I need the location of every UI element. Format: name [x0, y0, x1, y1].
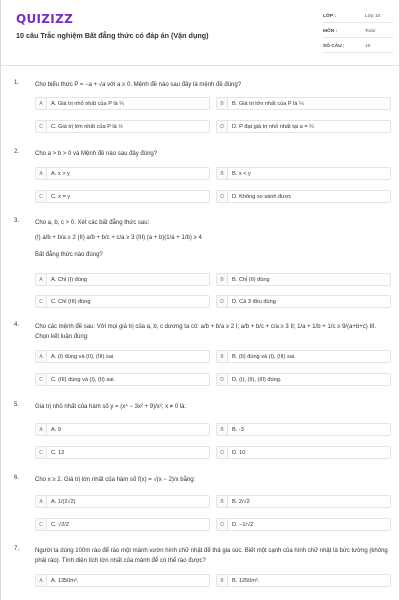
option-letter: C [36, 447, 47, 458]
option-a[interactable] [35, 574, 210, 587]
option-c[interactable] [35, 446, 210, 459]
meta-class [323, 14, 393, 23]
option-text: C. (III) đúng và (I), (II) sai. [51, 376, 116, 383]
option-letter: B [217, 98, 228, 109]
option-letter: C [36, 121, 47, 132]
option-letter: D [217, 519, 228, 530]
option-letter: B [217, 274, 228, 285]
question-text: Cho a > b > 0 và Mệnh đề nào sau đây đúng? [35, 151, 158, 157]
option-letter: A [36, 351, 47, 362]
option-text: D. P đạt giá trị nhỏ nhất tại a = ¼ [232, 123, 314, 130]
option-a[interactable] [35, 495, 210, 508]
option-letter: C [36, 296, 47, 307]
option-letter: B [217, 351, 228, 362]
option-text: A. (I) đúng và (II), (III) sai. [51, 353, 115, 360]
option-text: C. x = y [51, 193, 71, 200]
worksheet-title: 10 câu Trắc nghiệm Bất đẳng thức có đáp án (Vận dụng) [16, 31, 209, 40]
option-letter: C [36, 191, 47, 202]
option-b[interactable] [216, 423, 391, 436]
question-number: 3. [14, 218, 20, 224]
option-letter: D [217, 447, 228, 458]
meta-subject-value: Toán [365, 29, 376, 34]
question-number: 5. [14, 402, 20, 408]
option-text: A. 9 [51, 426, 61, 433]
option-letter: D [217, 121, 228, 132]
option-letter: A [36, 424, 47, 435]
question-text: Người ta dùng 100m rào để rào một mảnh vườn hình chữ nhật để thả gia súc. Biết một cạnh của hình chữ nhật là bức tường (không phải rào). Tính diện tích lớn nhất của mảnh để có thể rào được? [35, 548, 388, 564]
option-letter: B [217, 424, 228, 435]
option-text: B. Chỉ (II) đúng [232, 276, 270, 283]
question-number: 1. [14, 80, 20, 86]
option-text: D. (I), (II), (III) đúng. [232, 376, 282, 383]
option-a[interactable] [35, 273, 210, 286]
option-b[interactable] [216, 574, 391, 587]
option-d[interactable] [216, 295, 391, 308]
option-text: A. 1350m². [51, 577, 79, 584]
option-text: B. 2/√2 [232, 498, 250, 505]
question-text: Giá trị nhỏ nhất của hàm số y = (x⁴ − 3x² + 9)/x²; x ≠ 0 là: [35, 404, 187, 410]
option-text: B. -3 [232, 426, 244, 433]
option-text: B. 1250m². [232, 577, 260, 584]
option-text: D. −1/√2 [232, 521, 254, 528]
option-a[interactable] [35, 423, 210, 436]
quizizz-logo: QUIZIZZ [16, 12, 74, 26]
option-c[interactable] [35, 295, 210, 308]
option-text: C. 12 [51, 449, 65, 456]
question-prompt: Bất đẳng thức nào đúng? [35, 252, 103, 258]
option-d[interactable] [216, 373, 391, 386]
option-d[interactable] [216, 120, 391, 133]
option-text: A. x > y [51, 170, 70, 177]
worksheet-header [1, 0, 399, 66]
question-text: Cho a, b, c > 0. Xét các bất đẳng thức sau: [35, 220, 150, 226]
option-letter: A [36, 274, 47, 285]
question-number: 2. [14, 149, 20, 155]
option-text: D. Cả 3 đều đúng [232, 298, 276, 305]
meta-subject-label: MÔN : [323, 29, 338, 34]
option-b[interactable] [216, 167, 391, 180]
option-letter: C [36, 374, 47, 385]
option-letter: A [36, 496, 47, 507]
meta-class-value: Lớp 10 [365, 14, 381, 19]
option-a[interactable] [35, 350, 210, 363]
option-text: D. Không so sánh được [232, 193, 292, 200]
question-text: Cho các mệnh đề sau: Với mọi giá trị của a, b, c dương ta có: a/b + b/a ≥ 2 I; a/b + b/c + c/a ≥ 3 II; 1/a + 1/b + 1/c ≥ 9/(a+b+c) III. Chọn kết luận đúng: [35, 324, 377, 340]
option-a[interactable] [35, 167, 210, 180]
option-text: C. Giá trị lớn nhất của P là ½ [51, 123, 123, 130]
option-c[interactable] [35, 190, 210, 203]
option-letter: A [36, 575, 47, 586]
option-letter: B [217, 575, 228, 586]
option-letter: D [217, 191, 228, 202]
meta-subject [323, 29, 393, 38]
meta-class-label: LỚP : [323, 14, 337, 19]
option-text: A. Giá trị nhỏ nhất của P là ¼ [51, 100, 124, 107]
option-b[interactable] [216, 350, 391, 363]
option-d[interactable] [216, 446, 391, 459]
option-d[interactable] [216, 518, 391, 531]
meta-question-count-label: SỐ CÂU : [323, 44, 345, 49]
option-letter: C [36, 519, 47, 530]
option-b[interactable] [216, 97, 391, 110]
question-text: Cho x ≥ 2. Giá trị lớn nhất của hàm số f(x) = √(x − 2)/x bằng: [35, 477, 196, 483]
meta-question-count [323, 44, 393, 53]
option-text: B. (II) đúng và (I), (III) sai. [232, 353, 296, 360]
option-text: A. 1/(2√2) [51, 498, 76, 505]
option-letter: B [217, 496, 228, 507]
option-b[interactable] [216, 273, 391, 286]
option-text: C. Chỉ (III) đúng [51, 298, 91, 305]
option-letter: D [217, 296, 228, 307]
option-b[interactable] [216, 495, 391, 508]
option-d[interactable] [216, 190, 391, 203]
option-text: B. Giá trị lớn nhất của P là ¼ [232, 100, 304, 107]
option-text: C. √2/2 [51, 521, 69, 528]
option-c[interactable] [35, 120, 210, 133]
option-letter: D [217, 374, 228, 385]
option-text: D. 10 [232, 449, 246, 456]
question-text: Cho biểu thức P = −a + √a với a ≥ 0. Mệnh đề nào sau đây là mệnh đề đúng? [35, 82, 242, 88]
question-number: 6. [14, 475, 20, 481]
option-letter: A [36, 168, 47, 179]
question-formula: (I) a/b + b/a ≥ 2 (II) a/b + b/c + c/a ≥ 3 (III) (a + b)(1/a + 1/b) ≥ 4 [35, 235, 202, 241]
meta-question-count-value: 10 [365, 44, 371, 49]
option-a[interactable] [35, 97, 210, 110]
option-text: B. x < y [232, 170, 251, 177]
question-number: 4. [14, 322, 20, 328]
option-letter: A [36, 98, 47, 109]
option-text: A. Chỉ (I) đúng [51, 276, 88, 283]
option-c[interactable] [35, 373, 210, 386]
option-letter: B [217, 168, 228, 179]
option-c[interactable] [35, 518, 210, 531]
question-number: 7. [14, 546, 20, 552]
